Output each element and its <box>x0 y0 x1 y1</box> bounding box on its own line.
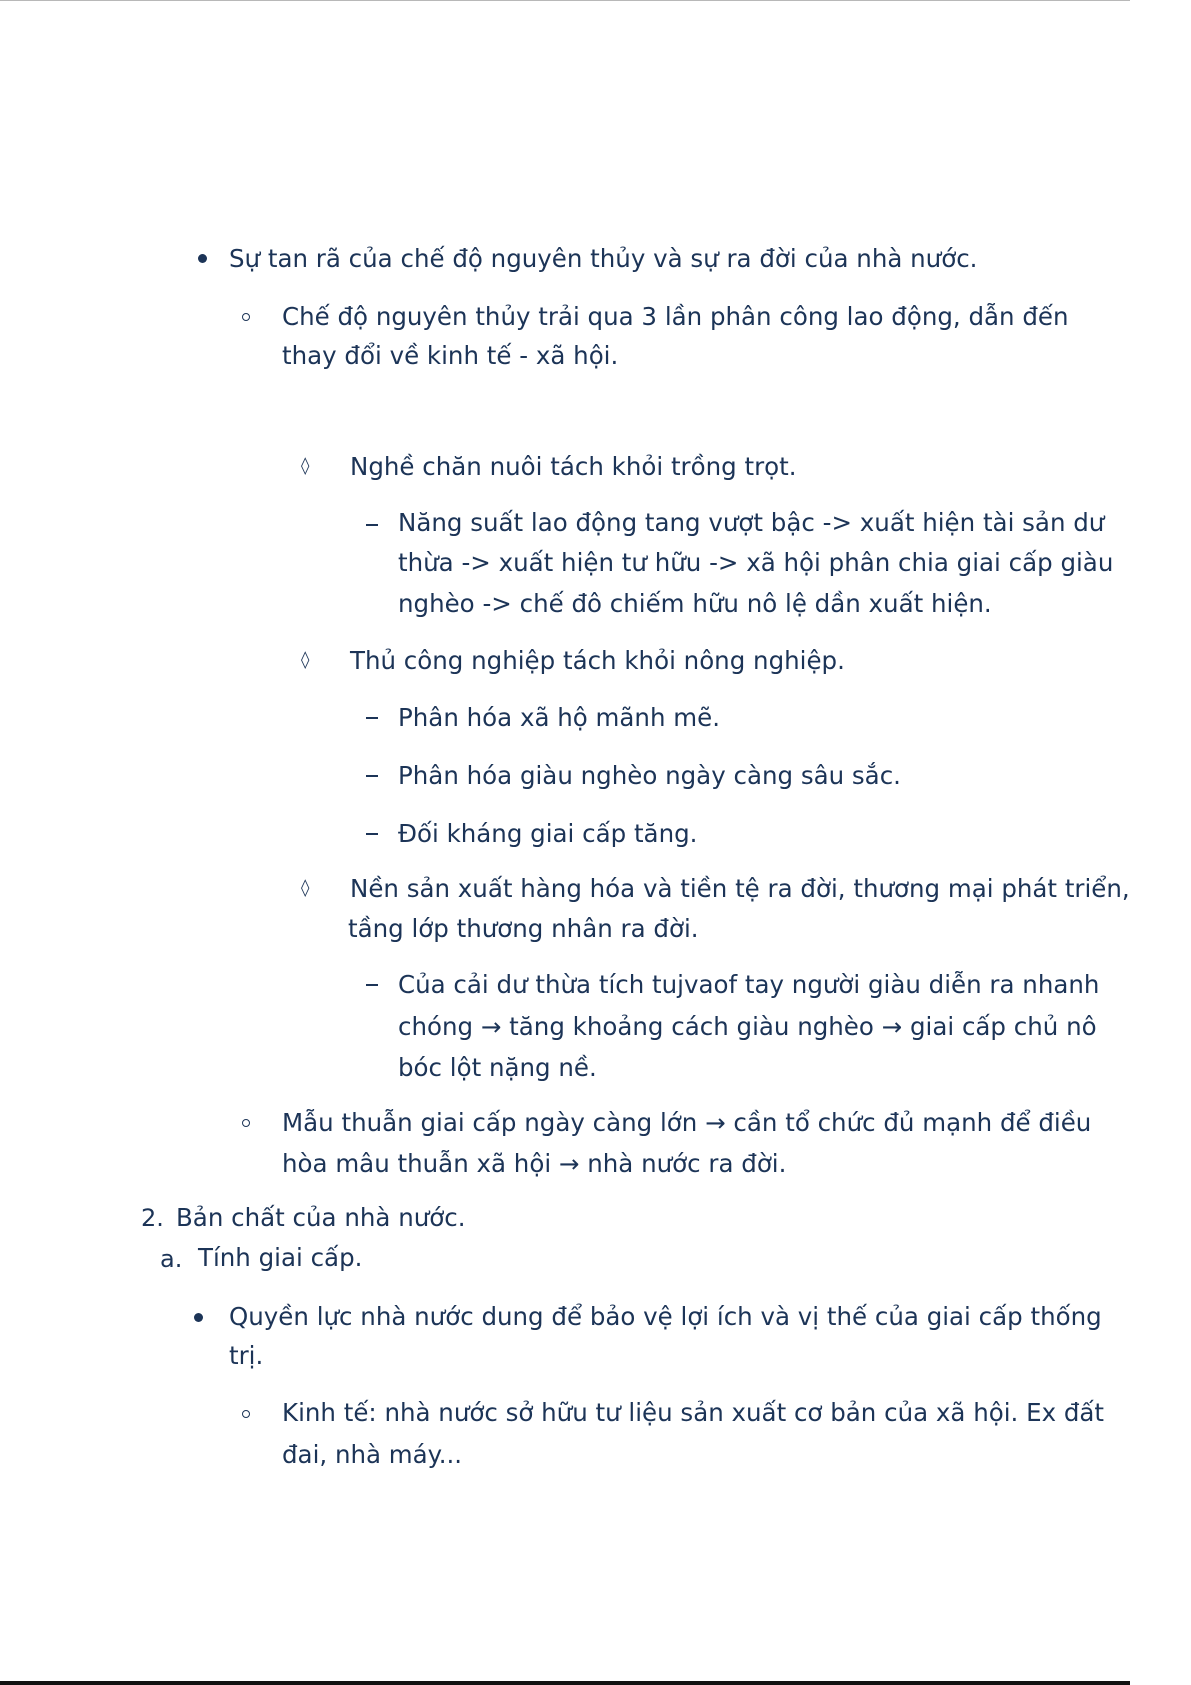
page-top-border <box>0 0 1130 1</box>
text-line: Quyền lực nhà nước dung để bảo vệ lợi ích và vị thế của giai cấp thống <box>229 1302 1102 1331</box>
text-line: nghèo -> chế đô chiếm hữu nô lệ dần xuất hiện. <box>398 589 992 618</box>
text-line: Phân hóa xã hộ mãnh mẽ. <box>398 703 721 732</box>
alpha-marker: a. <box>160 1245 183 1273</box>
text-line: Của cải dư thừa tích tujvaof tay người giàu diễn ra nhanh <box>398 970 1100 999</box>
text-line: chóng → tăng khoảng cách giàu nghèo → giai cấp chủ nô <box>398 1012 1097 1041</box>
section-heading: Bản chất của nhà nước. <box>176 1203 466 1232</box>
lozenge-marker: ◊ <box>301 650 310 670</box>
text-line: Đối kháng giai cấp tăng. <box>398 819 698 848</box>
lozenge-marker: ◊ <box>301 878 310 898</box>
dash-marker <box>366 524 378 526</box>
lozenge-marker: ◊ <box>301 456 310 476</box>
text-line: tầng lớp thương nhân ra đời. <box>348 914 699 943</box>
page-bottom-border <box>0 1681 1130 1685</box>
subsection-heading: Tính giai cấp. <box>198 1243 363 1272</box>
text-line: Nghề chăn nuôi tách khỏi trồng trọt. <box>350 452 797 481</box>
text-line: Sự tan rã của chế độ nguyên thủy và sự ra đời của nhà nước. <box>229 244 978 273</box>
text-line: Chế độ nguyên thủy trải qua 3 lần phân công lao động, dẫn đến <box>282 302 1069 331</box>
dash-marker <box>366 833 378 835</box>
text-line: thay đổi về kinh tế - xã hội. <box>282 341 619 370</box>
bullet-dot <box>194 1313 203 1322</box>
number-marker: 2. <box>141 1204 164 1232</box>
text-line: Năng suất lao động tang vượt bậc -> xuất hiện tài sản dư <box>398 508 1105 537</box>
text-line: trị. <box>229 1341 264 1370</box>
text-line: hòa mâu thuẫn xã hội → nhà nước ra đời. <box>282 1149 787 1178</box>
text-line: Thủ công nghiệp tách khỏi nông nghiệp. <box>350 646 845 675</box>
text-line: Nền sản xuất hàng hóa và tiền tệ ra đời, thương mại phát triển, <box>350 874 1130 903</box>
text-line: Phân hóa giàu nghèo ngày càng sâu sắc. <box>398 761 901 790</box>
dash-marker <box>366 717 378 719</box>
text-line: Mẫu thuẫn giai cấp ngày càng lớn → cần tổ chức đủ mạnh để điều <box>282 1108 1092 1137</box>
text-line: thừa -> xuất hiện tư hữu -> xã hội phân chia giai cấp giàu <box>398 548 1114 577</box>
dash-marker <box>366 775 378 777</box>
dash-marker <box>366 984 378 986</box>
bullet-circle <box>242 313 250 321</box>
text-line: đai, nhà máy... <box>282 1440 463 1469</box>
bullet-dot <box>198 254 207 263</box>
bullet-circle <box>242 1119 250 1127</box>
text-line: Kinh tế: nhà nước sở hữu tư liệu sản xuất cơ bản của xã hội. Ex đất <box>282 1398 1105 1427</box>
text-line: bóc lột nặng nề. <box>398 1053 597 1082</box>
bullet-circle <box>242 1410 250 1418</box>
